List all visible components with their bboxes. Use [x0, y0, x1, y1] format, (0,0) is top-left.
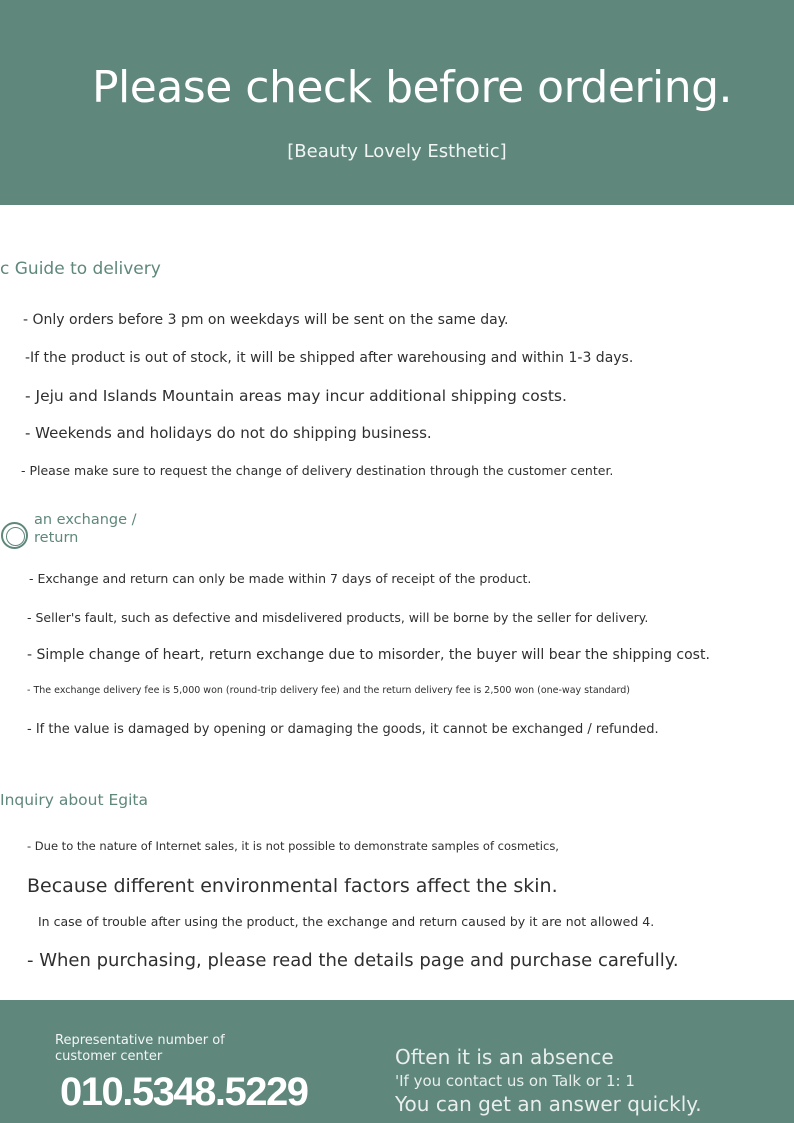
exchange-line: - If the value is damaged by opening or damaging the goods, it cannot be exchanged / refunded.	[27, 722, 659, 737]
phone-number[interactable]: 010.5348.5229	[60, 1070, 308, 1114]
inquiry-line: Because different environmental factors affect the skin.	[27, 875, 558, 897]
delivery-line: - Only orders before 3 pm on weekdays will be sent on the same day.	[23, 312, 509, 328]
inquiry-line: - When purchasing, please read the details page and purchase carefully.	[27, 950, 679, 971]
exchange-line: - Exchange and return can only be made within 7 days of receipt of the product.	[29, 571, 532, 586]
footer-note-1: Often it is an absence	[395, 1045, 614, 1069]
page-title: Please check before ordering.	[91, 62, 733, 113]
delivery-line: -If the product is out of stock, it will be shipped after warehousing and within 1-3 days.	[25, 350, 634, 366]
exchange-line: - Simple change of heart, return exchange due to misorder, the buyer will bear the shipping cost.	[27, 647, 710, 663]
section-title-exchange: an exchange /	[34, 512, 137, 528]
delivery-line: - Jeju and Islands Mountain areas may incur additional shipping costs.	[25, 387, 567, 405]
brand-name: [Beauty Lovely Esthetic]	[287, 141, 507, 162]
circle-bullet-icon	[1, 522, 28, 549]
inquiry-line: In case of trouble after using the product, the exchange and return caused by it are not allowed 4.	[38, 914, 655, 929]
section-title-exchange-2: return	[34, 530, 79, 546]
inquiry-line: - Due to the nature of Internet sales, it is not possible to demonstrate samples of cosmetics,	[27, 839, 559, 853]
section-title-inquiry: Inquiry about Egita	[0, 791, 148, 809]
delivery-line: - Weekends and holidays do not do shipping business.	[25, 424, 432, 442]
footer-note-3: You can get an answer quickly.	[395, 1092, 702, 1116]
delivery-line: - Please make sure to request the change of delivery destination through the customer center.	[21, 463, 614, 478]
exchange-line: - Seller's fault, such as defective and misdelivered products, will be borne by the seller for delivery.	[27, 610, 649, 625]
customer-center-label: Representative number of customer center	[55, 1033, 225, 1064]
footer-note-2: 'If you contact us on Talk or 1: 1	[395, 1072, 635, 1090]
exchange-line: - The exchange delivery fee is 5,000 won (round-trip delivery fee) and the return delivery fee is 2,500 won (one-way standard)	[27, 685, 631, 696]
section-title-delivery: c Guide to delivery	[0, 259, 161, 279]
